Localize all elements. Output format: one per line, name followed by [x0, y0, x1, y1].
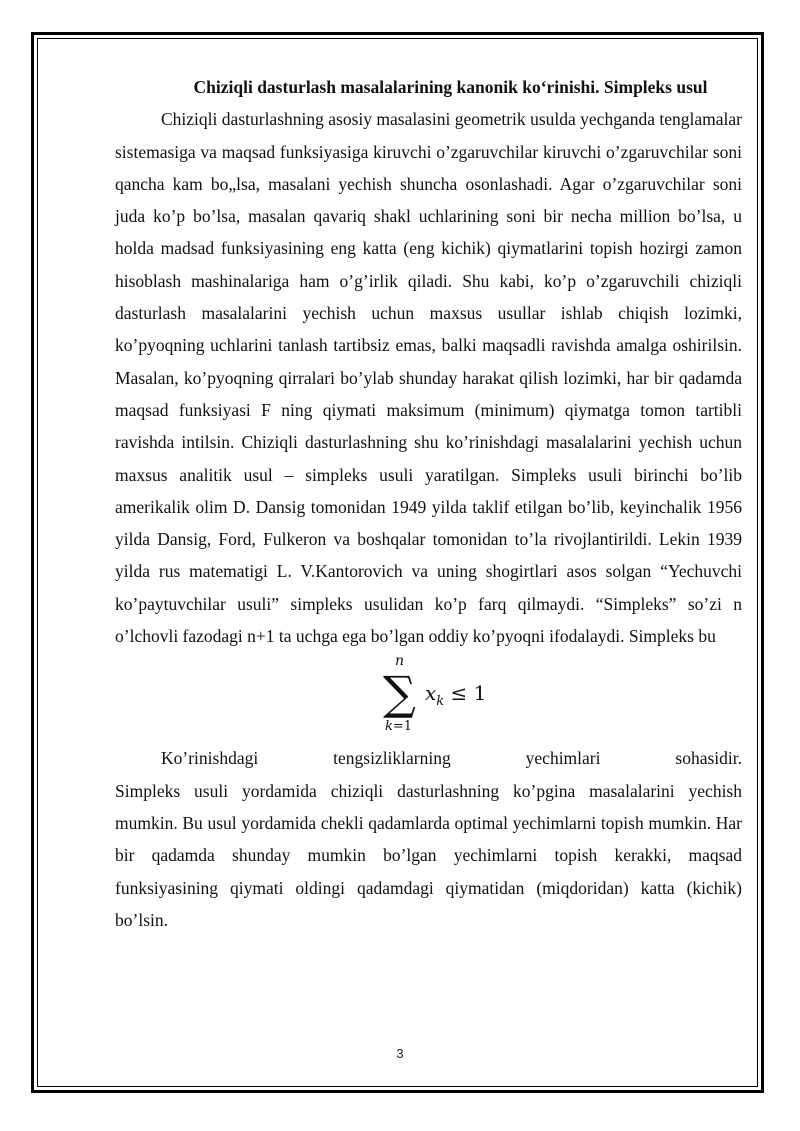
caption-word: yechimlari — [525, 748, 601, 769]
formula-block — [115, 654, 742, 742]
sum-inequality-formula — [383, 653, 503, 740]
caption-word: tengsizliklarning — [333, 748, 451, 769]
paragraph-intro: Chiziqli dasturlashning asosiy masalasini geometrik usulda yechganda tenglamalar sistemasiga va maqsad funksiyasiga kiruvchi o’zgaruvchilar kiruvchi o’zgaruvchilar soni qancha kam bo„lsa, masalani yechish shuncha osonlashadi. Agar o’zgaruvchilar soni juda ko’p bo’lsa, masalan qavariq shakl uchlarining soni bir necha million bo’lsa, u holda madsad funksiyasining eng katta (eng kichik) qiymatlarini topish hozirgi zamon hisoblash mashinalariga ham o’g’irlik qiladi. Shu kabi, ko’p o’zgaruvchili chiziqli dasturlash masalalarini yechish uchun maxsus usullar ishlab chiqish lozimki, ko’pyoqning uchlarini tanlash tartibsiz emas, balki maqsadli ravishda amalga oshirilsin. Masalan, ko’pyoqning qirralari bo’ylab shunday harakat qilish lozimki, har bir qadamda maqsad funksiyasi F ning qiymati maksimum (minimum) qiymatga tomon tartibli ravishda intilsin. Chiziqli dasturlashning shu ko’rinishdagi masalalarini yechish uchun maxsus analitik usul – simpleks usuli yaratilgan. Simpleks usuli birinchi bo’lib amerikalik olim D. Dansig tomonidan 1949 yilda taklif etilgan bo’lib, keyinchalik 1956 yilda Dansig, Ford, Fulkeron va boshqalar tomonidan to’la rivojlantirildi. Lekin 1939 yilda rus matematigi L. V.Kantorovich va uning shogirtlari asos solgan “Yechuvchi ko’paytuvchilar usuli” simpleks usulidan ko’p farq qilmaydi. “Simpleks” so’zi n o’lchovli fazodagi n+1 ta uchga ega bo’lgan oddiy ko’pyoqni ifodalaydi. Simpleks bu — [115, 109, 742, 647]
sum-upper-limit: n — [395, 653, 405, 670]
paragraph-simplex-method: Simpleks usuli yordamida chiziqli dasturlashning ko’pgina masalalarini yechish mumkin. Bu usul yordamida chekli qadamlarda optimal yechimlarni topish mumkin. Har bir qadamda shunday mumkin bo’lgan yechimlarni topish kerakki, maqsad funksiyasining qiymati oldingi qadamdagi qiymatidan (miqdoridan) katta (kichik) bo’lsin. — [115, 780, 742, 930]
formula-caption-line — [115, 742, 742, 774]
sigma-symbol: ∑ — [383, 666, 416, 721]
sum-lower-limit — [385, 720, 412, 733]
document-body — [115, 71, 742, 936]
page-number: 3 — [396, 1046, 404, 1061]
sum-term — [425, 682, 486, 713]
sum-index-var: k — [385, 719, 393, 735]
caption-word: sohasidir. — [675, 748, 742, 769]
term-subscript: k — [436, 694, 445, 710]
term-variable: x — [425, 681, 437, 706]
sum-index-start: =1 — [392, 719, 413, 735]
term-relation: ≤ 1 — [450, 681, 487, 706]
document-title: Chiziqli dasturlash masalalarining kanonik koʻrinishi. Simpleks usul — [193, 77, 708, 97]
caption-word: Ko’rinishdagi — [161, 748, 259, 769]
